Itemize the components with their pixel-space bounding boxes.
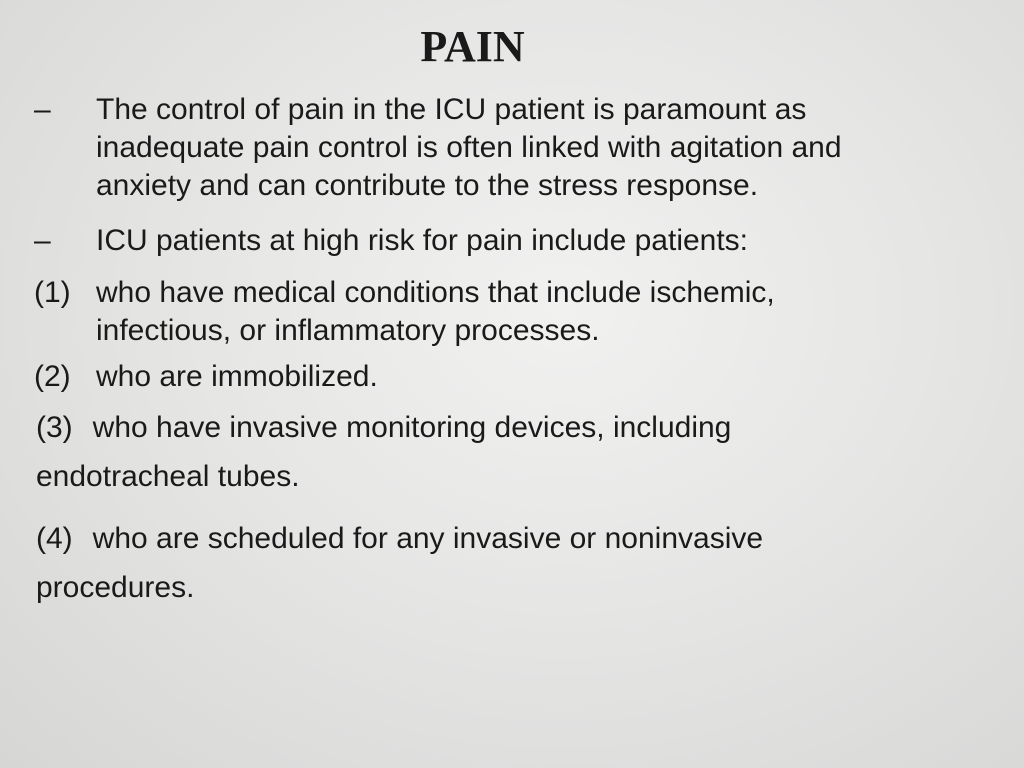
dash-marker: – — [34, 224, 51, 257]
item-number: (2) — [34, 360, 71, 393]
item-text: who are immobilized. — [96, 360, 378, 393]
numbered-item — [36, 520, 996, 607]
item-continuation: procedures. — [36, 571, 195, 604]
dash-point-text: ICU patients at high risk for pain include patients: — [96, 224, 749, 257]
item-continuation: endotracheal tubes. — [36, 460, 300, 493]
item-number: (1) — [34, 276, 71, 309]
item-number: (4) — [36, 522, 73, 555]
item-text: who are scheduled for any invasive or noninvasive — [92, 522, 764, 555]
item-text: who have medical conditions that include ischemic, infectious, or inflammatory processes. — [96, 276, 775, 347]
item-number: (3) — [36, 411, 73, 444]
numbered-item — [36, 409, 996, 496]
dash-point-text: The control of pain in the ICU patient is paramount as inadequate pain control is often linked with agitation and anxiety and can contribute to the stress response. — [96, 93, 842, 202]
item-text: who have invasive monitoring devices, including — [92, 411, 732, 444]
dash-marker: – — [34, 93, 51, 126]
slide-title: PAIN — [420, 22, 525, 71]
